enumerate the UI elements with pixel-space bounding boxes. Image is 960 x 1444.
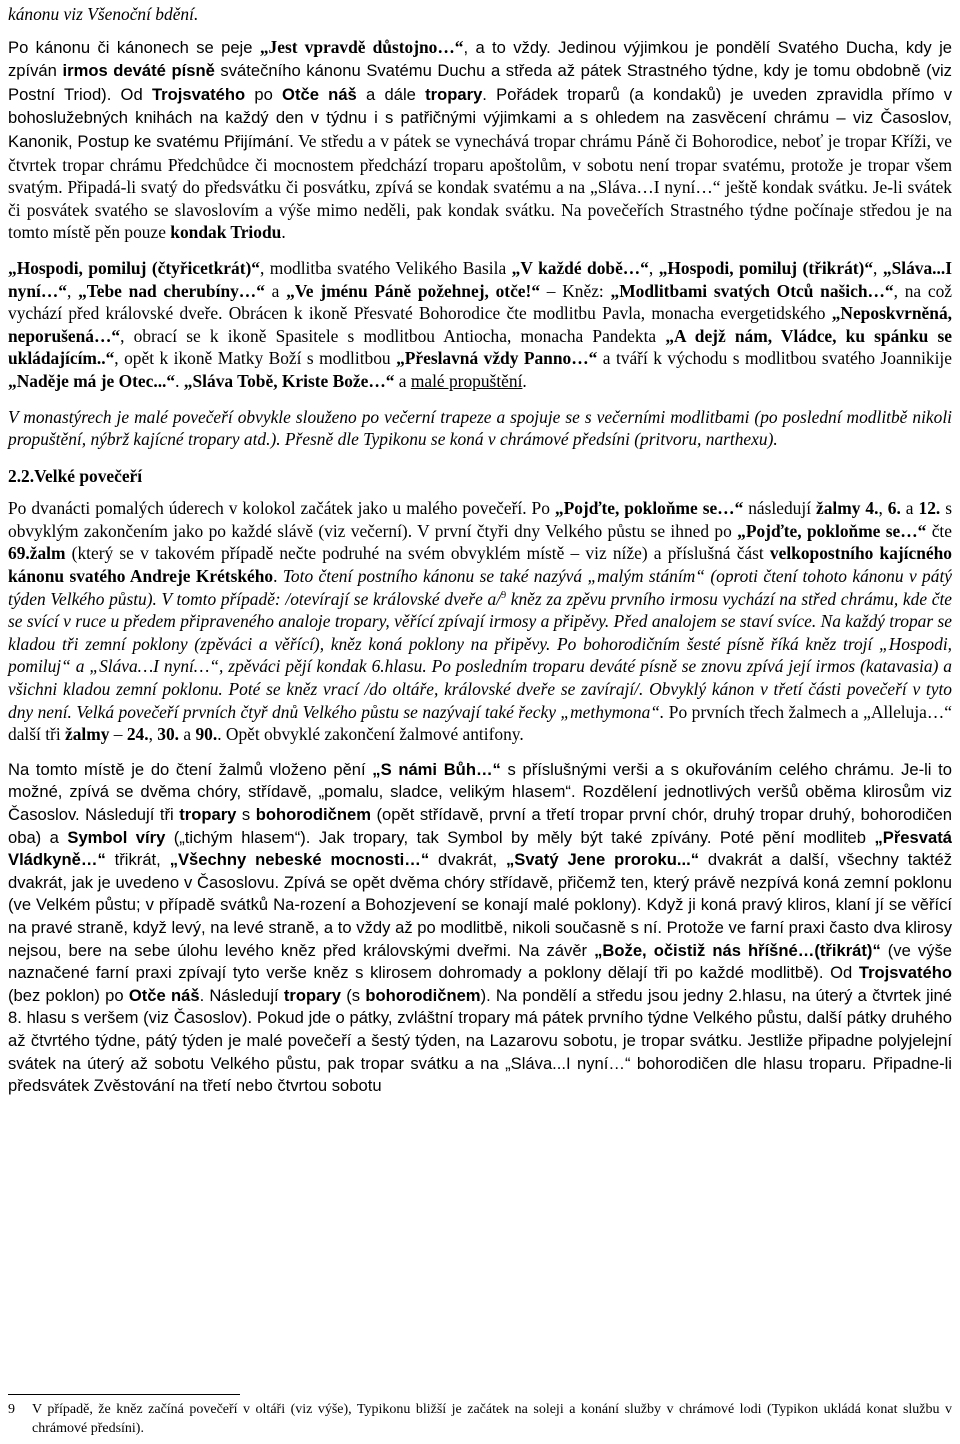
text-run: Toto čtení postního kánonu se také nazývá „malým stáním“ (oproti čtení tohoto kánonu v pátý týden Velkého půstu). V tomto případě: /otevírají se královské dveře a/ — [8, 566, 952, 609]
text-run: („tichým hlasem“). Jak tropary, tak Symbol by měly být také zpívány. Poté pění modliteb — [165, 827, 875, 847]
text-run: . Následují — [199, 985, 284, 1005]
text-run: dvakrát, — [429, 850, 506, 870]
hymn-title: „Jest vpravdě důstojno…“ — [259, 36, 464, 57]
hymn-title: „Svatý Jene proroku...“ — [505, 850, 699, 870]
text-run: Ve středu a v pátek se vynechává tropar chrámu Páně či Bohorodice, neboť je tropar Kříži, ve čtvrtek tropar chrámu Předchůdce či mocnostem předchází troparu apoštolům, v sobotu není tropar svatému, protože je tropar všem svatým. Připadá-li svatý do předsvátku či posvátku, zpívá se kondak svatému a na „Sláva…I nyní…“ ještě kondak svátku. Je-li svátek či posvátek svatého se slavoslovím a výše mimo neděli, pak kondak svátku. Na povečeřích Strastného týdne počínaje středou je na tomto místě pěn pouze — [8, 130, 953, 243]
text-run: a — [264, 280, 287, 301]
hymn-title: „Bože, očistiž nás hříšné…(třikrát)“ — [594, 940, 881, 960]
section-heading: 2.2.Velké povečeří — [8, 465, 143, 486]
text-run: , na což vychází před královské dveře. Obrácen k ikoně Přesvaté Bohorodice čte modlitbu Pavla, monacha evergetidského — [8, 280, 953, 324]
text-run: . Opět obvyklé zakončení žalmové antifony. — [217, 724, 524, 745]
text-run: s obvyklým zakončením jako po každé slávě (viz večerní). V první čtyři dny Velkého půstu se ihned po — [8, 498, 952, 541]
text-run: čte — [926, 520, 952, 541]
text-run: následují — [743, 498, 816, 519]
footnote-divider — [8, 1394, 240, 1395]
hymn-title: „Přesvatá Vládkyně…“ — [8, 827, 952, 870]
bold-term: Trojsvatého — [858, 963, 952, 983]
hymn-title: „S námi Bůh…“ — [372, 759, 501, 779]
text-run: ). Na pondělí a středu jsou jedny 2.hlasu, na úterý a čtvrtek jiné 8. hlasu s veršem (viz Časoslov). Pokud jde o pátky, zvláštní tropary má pátek prvního týdne Velkého půstu, další pátky druhého až čtvrtého týdne, pátý týden je malé povečeří a šestý týden, na Lazarovu sobotu, je tropar svátku. Jestliže připadne polyjelejní svátek na úterý až sobotu Velkého půstu, pak tropar svátku a na „Sláva...I nyní…“ bohorodičen dle hlasu troparu. Připadne-li předsvátek Zvěstování na třetí nebo čtvrtou sobotu — [8, 985, 952, 1096]
hymn-title: „Modlitbami svatých Otců našich…“ — [610, 280, 894, 301]
text-run: a — [900, 498, 919, 519]
bold-term: velkopostního kajícného kánonu svatého Andreje Krétského — [8, 543, 952, 587]
underlined-term: malé propuštění — [410, 370, 523, 391]
bold-term: kondak Triodu — [170, 222, 282, 243]
hymn-title: „Přeslavná vždy Panno…“ — [396, 348, 598, 369]
text-run: . — [522, 370, 527, 391]
bold-term: 90. — [195, 724, 218, 745]
bold-term: tropary — [283, 985, 342, 1005]
bold-term: 24. — [126, 724, 149, 745]
text-run: Po dvanácti pomalých úderech v kolokol začátek jako u malého povečeří. Po — [8, 498, 555, 519]
bold-term: Symbol víry — [67, 827, 166, 847]
text-run: Po kánonu či kánonech se peje — [8, 37, 260, 57]
bold-term: Trojsvatého — [151, 84, 246, 104]
bold-term: irmos deváté písně — [62, 61, 215, 81]
text-run: s — [236, 805, 256, 824]
hymn-title: „Ve jménu Páně požehnej, otče!“ — [286, 280, 541, 301]
text-run: třikrát, — [105, 850, 170, 870]
text-run: kněz za zpěvu prvního irmosu vychází na střed chrámu, kde čte se svící v ruce u předem připraveného analoje tropary, věřící zpívají irmosy a připěvy. Před analojem se staví svíce. Na každý tropar se kladou tři zemní poklony (zpěváci a věřící), kněz koná poklony na připěvy. Po bohorodičním šesté písně říká kněz trojí „Hospodi, pomiluj“ a „Sláva…I nyní…“, zpěváci pějí kondak 6.hlasu. Po posledním troparu deváté písně se znovu zpívá její irmos (katavasia) a všichni kladou zemní poklonu. Poté se kněz vrací /do oltáře, královské dveře se zavírají/. Obvyklý kánon v třetí části povečeří v tyto dny není. Velká povečeří prvních čtyř dnů Velkého půstu se nazývají také řecky „methymona“. — [8, 588, 952, 722]
text-run: , — [648, 257, 659, 278]
footnote-number: 9 — [8, 1402, 15, 1417]
text-run: a tváří k východu s modlitbou svatého Joannikije — [597, 348, 952, 369]
text-run: (opět střídavě, první a třetí tropar první chór, druhý tropar druhý, bohorodičen oba) a — [8, 805, 952, 847]
hymn-title: „Hospodi, pomiluj (čtyřicetkrát)“ — [8, 257, 260, 278]
text-run: . — [273, 566, 283, 587]
text-run: a — [394, 370, 411, 391]
hymn-title: „Sláva...I nyní…“ — [8, 257, 952, 301]
text-run: a — [179, 724, 196, 745]
text-run: – — [109, 724, 127, 745]
paragraph-great-compline — [8, 497, 952, 746]
footnote-text: V případě, že kněz začíná povečeří v oltáři (viz výše), Typikonu bližší je začátek na soleji a konání služby v chrámové lodi (Typikon ukládá konat službu v chrámové předsíni). — [32, 1402, 952, 1436]
bold-term: 30. — [157, 724, 180, 745]
paragraph-intro — [8, 3, 952, 26]
text-run: a dále — [356, 84, 426, 104]
hymn-title: „Pojďte, pokloňme se…“ — [554, 498, 744, 519]
footnote — [8, 1400, 952, 1438]
text-run: . — [281, 222, 286, 243]
hymn-title: „Tebe nad cherubíny…“ — [78, 280, 265, 301]
text-run: . — [175, 370, 184, 391]
paragraph-hospodi — [8, 257, 952, 393]
text-run: Po prvních třech žalmech a „Alleluja…“ další tři — [8, 701, 952, 745]
bold-term: žalmy — [65, 724, 110, 745]
bold-term: 12. — [918, 498, 941, 519]
text-run: (který se v takovém případě nečte podruhé na svém obvyklém místě – viz níže) a příslušná část — [65, 543, 770, 564]
bold-term: Otče náš — [282, 84, 357, 104]
hymn-title: „Pojďte, pokloňme se…“ — [737, 520, 927, 541]
text-run: . Pořádek troparů (a kondaků) je uveden zpravidla přímo v bohoslužebných knihách na každý den v týdnu i s patřičnými výjimkami a s ohledem na zasvěcení chrámu – viz Časoslov, Kanonik, Postup ke svatému Přijímání. — [8, 84, 952, 151]
text-run: , opět k ikoně Matky Boží s modlitbou — [114, 348, 397, 369]
bold-term: tropary — [179, 805, 237, 824]
bold-term: bohorodičnem — [255, 805, 371, 824]
text-run: (s — [341, 985, 366, 1005]
text-run: , modlitba svatého Velikého Basila — [259, 257, 512, 278]
hymn-title: „A dejž nám, Vládce, ku spánku se ukládajícím..“ — [8, 325, 952, 369]
hymn-title: „Naděje má je Otec...“ — [8, 370, 176, 391]
text-run: – Kněz: — [540, 280, 611, 301]
hymn-title: „Sláva Tobě, Kriste Bože…“ — [183, 370, 395, 391]
text-run: Na tomto místě je do čtení žalmů vloženo pění — [8, 759, 373, 779]
text-run: , — [66, 280, 79, 301]
text-run: , a to vždy. Jedinou výjimkou je pondělí Svatého Ducha, kdy je zpíván — [8, 37, 952, 81]
text-run: (ve výše naznačené farní praxi zpívají tyto verše kněz s klirosem dohromady a poklony dělají tři po každé modlitbě). Od — [8, 940, 952, 983]
text-run: kánonu viz Všenoční bdění. — [8, 4, 199, 24]
hymn-title: „Všechny nebeské mocnosti…“ — [169, 850, 430, 870]
text-run: , — [873, 257, 883, 278]
bold-term: bohorodičnem — [365, 985, 481, 1005]
text-run: , obrací se k ikoně Spasitele s modlitbou Antiocha, monacha Pandekta — [120, 325, 666, 346]
bold-term: 6. — [887, 498, 901, 519]
bold-term: Otče náš — [128, 985, 200, 1005]
paragraph-after-canon — [8, 36, 952, 244]
text-run: , — [148, 724, 158, 745]
text-run: (bez poklon) po — [8, 985, 129, 1005]
paragraph-monastery-note — [8, 406, 952, 451]
hymn-title: „V každé době…“ — [511, 257, 649, 278]
hymn-title: „Neposkvrněná, neporušená…“ — [8, 303, 952, 346]
hymn-title: „Hospodi, pomiluj (třikrát)“ — [658, 257, 874, 278]
paragraph-s-nami-buh — [8, 759, 952, 1098]
bold-term: žalmy 4. — [816, 498, 879, 519]
text-run: V monastýrech je malé povečeří obvykle slouženo po večerní trapeze a spojuje se s večerními modlitbami (po poslední modlitbě nikoli propuštění, nýbrž kajícné tropary atd.). Přesně dle Typikonu se koná v chrámové předsíni (pritvoru, narthexu). — [8, 406, 952, 450]
text-run: svátečního kánonu Svatému Duchu a středa až pátek Strastného týdne, kdy je tomu obdobně (viz Postní Triod). Od — [8, 61, 952, 104]
bold-term: 69.žalm — [8, 543, 66, 564]
text-run: , — [878, 498, 888, 519]
bold-term: tropary — [425, 84, 483, 104]
text-run: po — [245, 84, 283, 104]
text-run: s příslušnými verši a s okuřováním celého chrámu. Je-li to možné, zpívá se dvěma chóry, střídavě, „pomalu, sladce, velikým hlasem“. Rozdělení jednotlivých veršů oběma klirosům viz Časoslov. Následují tři — [8, 759, 952, 824]
text-run: dvakrát a další, všechny taktéž dvakrát, jak je uvedeno v Časoslovu. Zpívá se opět dvěma chóry střídavě, přičemž ten, který právě nezpívá koná zemní poklonu (ve Velkém půstu; v případě svátků Na-rození a Bohozjevení se konají malé poklony). Když ji koná pravý kliros, klaní jí se věřící na pravé straně, když levý, na levé straně, a to vždy až po modlitbě, nikoli současně s ní. Protože ve farní praxi často dva klirosy nejsou, bere na sebe úlohu levého kněz před královskými dveřmi. Na závěr — [8, 850, 952, 960]
footnote-ref[interactable]: 9 — [501, 589, 507, 601]
